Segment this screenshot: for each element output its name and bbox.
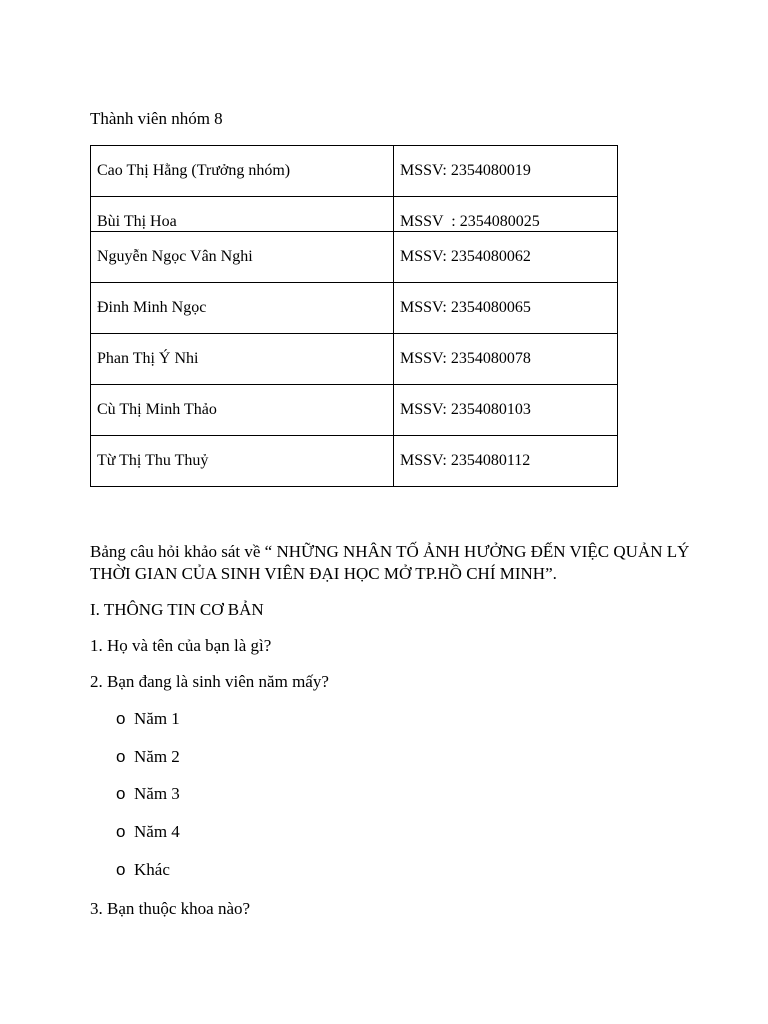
question-3: 3. Bạn thuộc khoa nào?	[90, 899, 251, 918]
option-item	[116, 860, 170, 880]
bullet-icon: o	[116, 822, 126, 841]
member-name: Đinh Minh Ngọc	[91, 283, 394, 334]
table-row	[91, 334, 618, 385]
option-label: Năm 4	[134, 822, 180, 841]
group-title: Thành viên nhóm 8	[90, 109, 223, 128]
member-name: Cù Thị Minh Thảo	[91, 385, 394, 436]
table-row	[91, 232, 618, 283]
table-row	[91, 283, 618, 334]
bullet-icon: o	[116, 860, 126, 879]
table-row	[91, 197, 618, 232]
bullet-icon: o	[116, 784, 126, 803]
member-id: MSSV : 2354080025	[394, 197, 618, 232]
bullet-icon: o	[116, 709, 126, 728]
members-table	[90, 145, 618, 487]
table-row	[91, 385, 618, 436]
question-2: 2. Bạn đang là sinh viên năm mấy?	[90, 672, 329, 691]
option-label: Khác	[134, 860, 170, 879]
member-id: MSSV: 2354080019	[394, 146, 618, 197]
option-label: Năm 2	[134, 747, 180, 766]
member-name: Bùi Thị Hoa	[91, 197, 394, 232]
member-id: MSSV: 2354080078	[394, 334, 618, 385]
table-row	[91, 146, 618, 197]
option-label: Năm 1	[134, 709, 180, 728]
survey-title: Bảng câu hỏi khảo sát về “ NHỮNG NHÂN TỐ ẢNH HƯỞNG ĐẾN VIỆC QUẢN LÝ THỜI GIAN CỦA SINH VIÊN ĐẠI HỌC MỞ TP.HỒ CHÍ MINH”.	[90, 542, 690, 583]
member-name: Phan Thị Ý Nhi	[91, 334, 394, 385]
option-item	[116, 747, 180, 767]
question-1: 1. Họ và tên của bạn là gì?	[90, 636, 272, 655]
option-item	[116, 784, 180, 804]
option-label: Năm 3	[134, 784, 180, 803]
member-id: MSSV: 2354080103	[394, 385, 618, 436]
table-row	[91, 436, 618, 487]
member-id: MSSV: 2354080062	[394, 232, 618, 283]
section-heading: I. THÔNG TIN CƠ BẢN	[90, 600, 264, 619]
member-name: Từ Thị Thu Thuỷ	[91, 436, 394, 487]
option-item	[116, 822, 180, 842]
bullet-icon: o	[116, 747, 126, 766]
member-id: MSSV: 2354080065	[394, 283, 618, 334]
member-name: Cao Thị Hằng (Trưởng nhóm)	[91, 146, 394, 197]
member-id: MSSV: 2354080112	[394, 436, 618, 487]
option-item	[116, 709, 180, 729]
member-name: Nguyễn Ngọc Vân Nghi	[91, 232, 394, 283]
